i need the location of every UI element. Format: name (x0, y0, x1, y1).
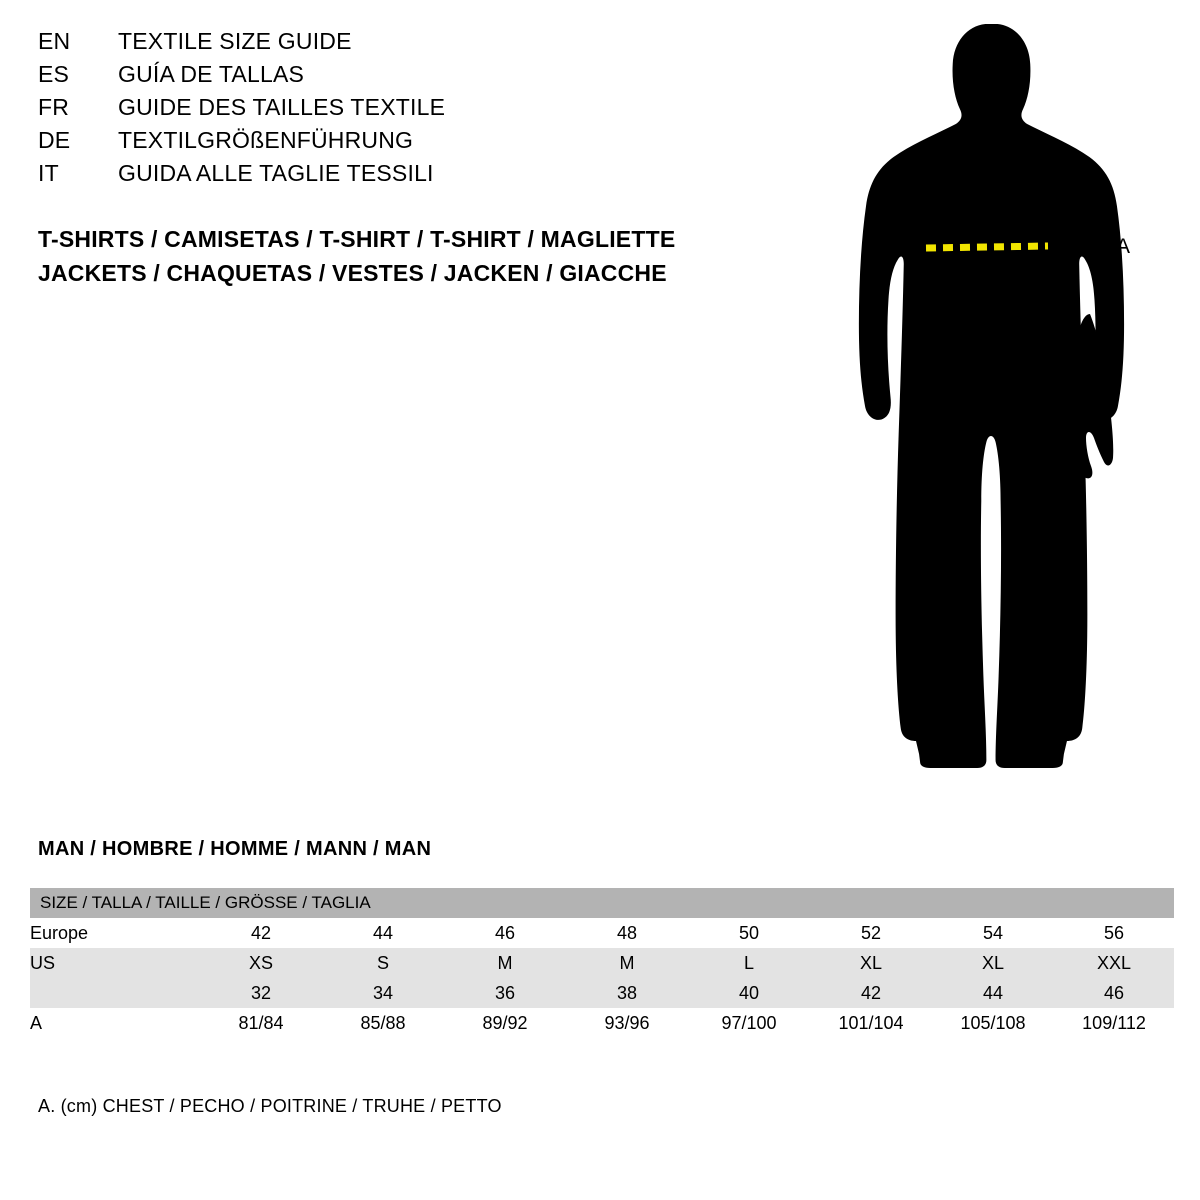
measure-label-a: A (1116, 235, 1131, 258)
table-cell: XXL (1054, 948, 1174, 978)
table-cell: 109/112 (1054, 1008, 1174, 1038)
table-header-row (30, 888, 1174, 918)
row-label: Europe (30, 918, 200, 948)
table-cell: S (322, 948, 444, 978)
table-row (30, 978, 1174, 1008)
table-cell: 105/108 (932, 1008, 1054, 1038)
language-row (38, 94, 758, 127)
language-row (38, 160, 758, 193)
table-cell: 50 (688, 918, 810, 948)
language-row (38, 127, 758, 160)
table-cell: 101/104 (810, 1008, 932, 1038)
table-cell: 54 (932, 918, 1054, 948)
language-code: EN (38, 28, 71, 54)
table-cell: 81/84 (200, 1008, 322, 1038)
table-cell: 93/96 (566, 1008, 688, 1038)
language-code: DE (38, 127, 71, 153)
silhouette-icon (820, 14, 1180, 804)
language-code: IT (38, 160, 59, 186)
table-cell: 48 (566, 918, 688, 948)
table-row (30, 918, 1174, 948)
footnote-chest-measurement: A. (cm) CHEST / PECHO / POITRINE / TRUHE / PETTO (38, 1096, 502, 1116)
table-cell: 97/100 (688, 1008, 810, 1038)
table-cell: L (688, 948, 810, 978)
table-cell: 56 (1054, 918, 1174, 948)
table-cell: XS (200, 948, 322, 978)
language-code: FR (38, 94, 70, 120)
row-label (30, 978, 200, 1008)
category-jackets: JACKETS / CHAQUETAS / VESTES / JACKEN / GIACCHE (38, 260, 667, 286)
row-label: US (30, 948, 200, 978)
table-cell: 44 (322, 918, 444, 948)
category-tshirts: T-SHIRTS / CAMISETAS / T-SHIRT / T-SHIRT / MAGLIETTE (38, 226, 676, 252)
table-cell: 32 (200, 978, 322, 1008)
category-list (38, 222, 798, 290)
table-cell: XL (810, 948, 932, 978)
table-cell: M (566, 948, 688, 978)
table-cell: 44 (932, 978, 1054, 1008)
table-cell: 52 (810, 918, 932, 948)
language-text: TEXTILGRÖßENFÜHRUNG (118, 127, 414, 153)
table-group-title: MAN / HOMBRE / HOMME / MANN / MAN (38, 838, 432, 860)
table-cell: 38 (566, 978, 688, 1008)
table-cell: 42 (200, 918, 322, 948)
language-text: GUIDE DES TAILLES TEXTILE (118, 94, 446, 120)
table-cell: 85/88 (322, 1008, 444, 1038)
language-code: ES (38, 61, 70, 87)
table-row (30, 948, 1174, 978)
measure-leader-line (1088, 245, 1110, 248)
language-text: GUIDA ALLE TAGLIE TESSILI (118, 160, 434, 186)
body-silhouette-figure (820, 14, 1180, 804)
language-row (38, 28, 758, 61)
size-table (30, 888, 1174, 1038)
table-header-label: SIZE / TALLA / TAILLE / GRÖSSE / TAGLIA (30, 888, 1174, 918)
row-label: A (30, 1008, 200, 1038)
language-row (38, 61, 758, 94)
table-cell: 34 (322, 978, 444, 1008)
table-cell: 46 (1054, 978, 1174, 1008)
language-text: TEXTILE SIZE GUIDE (118, 28, 352, 54)
table-cell: M (444, 948, 566, 978)
table-cell: 42 (810, 978, 932, 1008)
language-list (38, 28, 758, 193)
table-cell: 89/92 (444, 1008, 566, 1038)
table-cell: 36 (444, 978, 566, 1008)
table-row (30, 1008, 1174, 1038)
language-text: GUÍA DE TALLAS (118, 61, 305, 87)
table-cell: 40 (688, 978, 810, 1008)
table-cell: 46 (444, 918, 566, 948)
table-cell: XL (932, 948, 1054, 978)
